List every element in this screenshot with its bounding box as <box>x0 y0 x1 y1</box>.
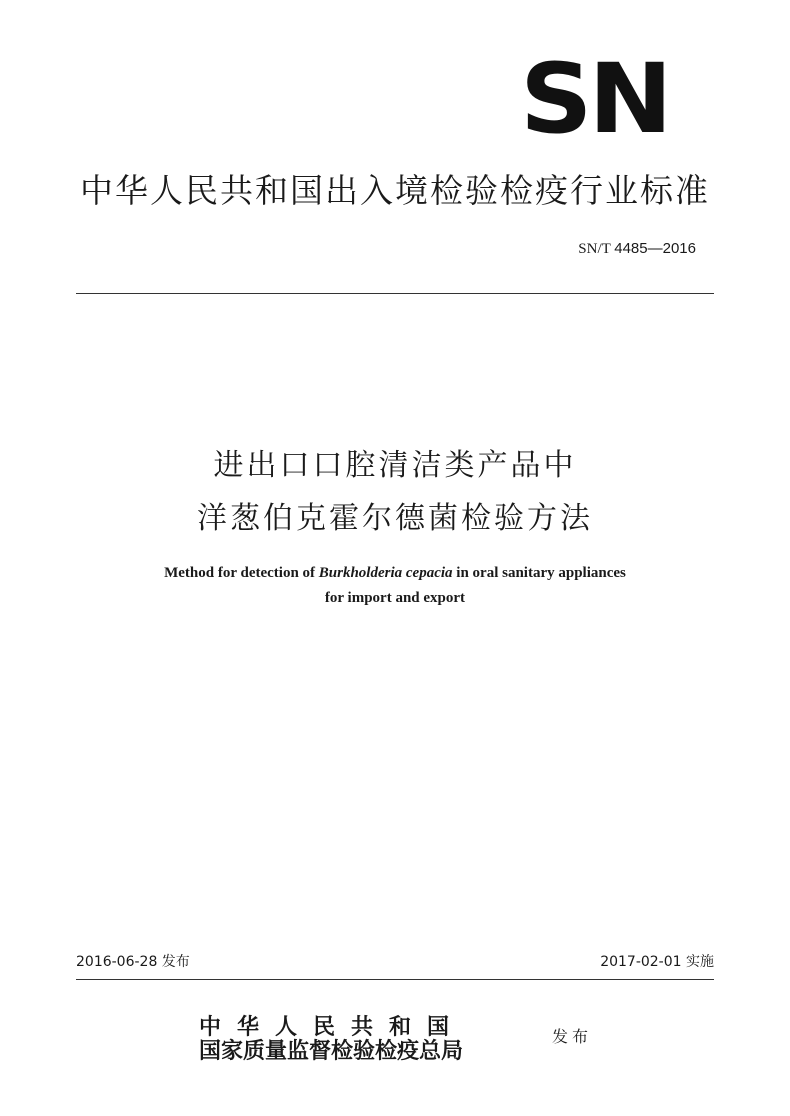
english-title-line-2: for import and export <box>324 590 466 606</box>
english-title-species: Burkholderia cepacia <box>318 565 453 581</box>
issuer-country: 中华人民共和国 <box>199 1014 466 1040</box>
issued-by-label: 发布 <box>552 1027 593 1046</box>
chinese-title-line-2: 洋葱伯克霍尔德菌检验方法 <box>197 501 593 536</box>
english-title-suffix: in oral sanitary appliances <box>452 565 626 581</box>
bottom-divider <box>76 979 714 980</box>
chinese-title-line-1: 进出口口腔清洁类产品中 <box>213 448 577 483</box>
english-title-prefix: Method for detection of <box>164 565 319 581</box>
standard-code: 4485—2016 <box>614 240 696 257</box>
standard-prefix: SN/T <box>578 241 615 257</box>
standard-number <box>578 240 696 258</box>
top-divider <box>76 293 714 294</box>
english-title-line-1 <box>0 562 790 584</box>
sn-logo: SN <box>520 43 669 155</box>
implementation-date: 2017-02-01 实施 <box>600 954 714 970</box>
issuer-agency: 国家质量监督检验检疫总局 <box>199 1038 464 1064</box>
organization-title: 中华人民共和国出入境检验检疫行业标准 <box>80 171 710 210</box>
issue-date: 2016-06-28 发布 <box>76 954 190 970</box>
